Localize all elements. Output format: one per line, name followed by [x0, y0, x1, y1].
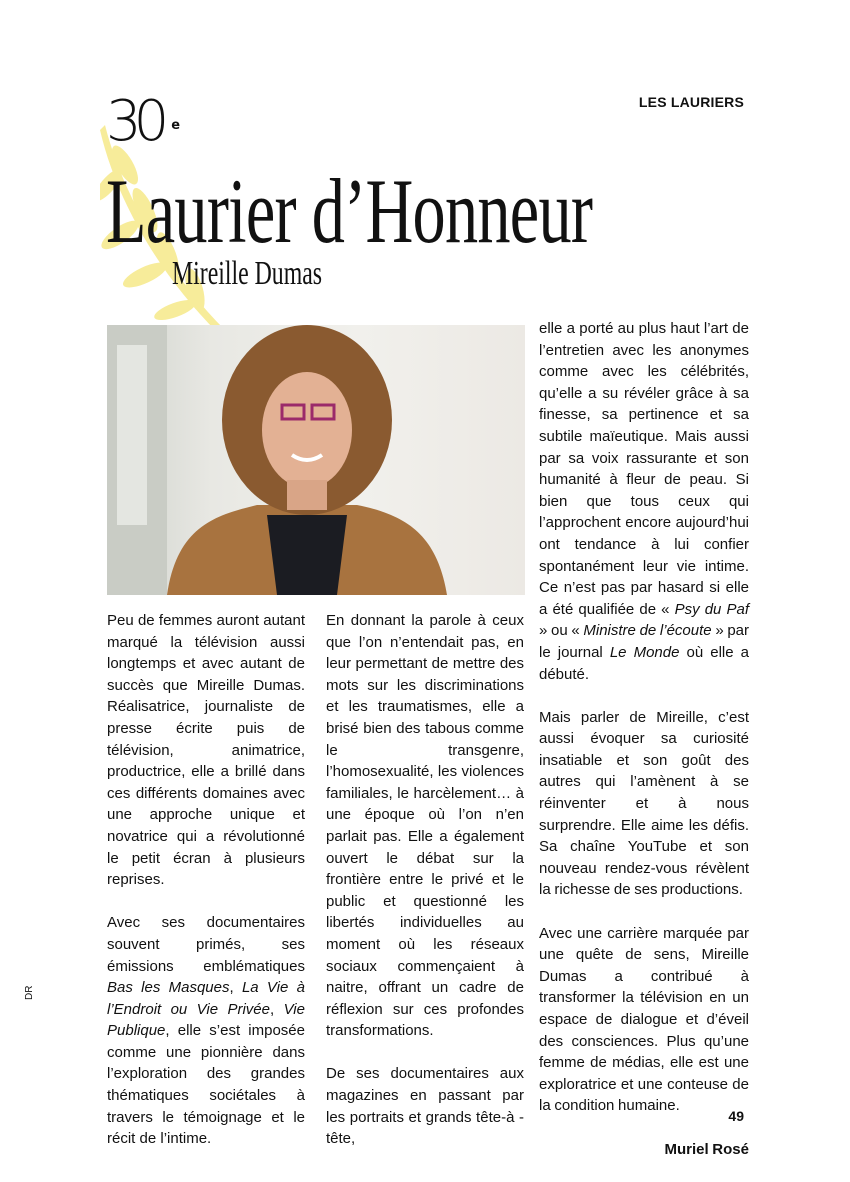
italic-title-text: La Vie à l’Endroit ou Vie Privée — [107, 979, 305, 1018]
paragraph-text: Avec une carrière marquée par une quête de sens, Mireille Dumas a contribué à transformer la télévision en un espace de dialogue et d’éveil des consciences. Plus qu’une femme de médias, elle est une exploratrice et une conteuse de la condition humaine. — [539, 924, 749, 1115]
paragraph-text: elle a porté au plus haut l’art de l’entretien avec les anonymes comme avec les célébrités, qu’elle a su révéler grâce à sa finesse, sa pertinence et sa subtile maïeutique. Mais aussi par sa voix rassurante et son humanité à fleur de peau. Si bien que tous ceux qui l’approchent encore aujourd’hui ont tendance à lui confier spontanément leur vie intime. Ce n’est pas par hasard si elle a été qualifiée de « — [539, 320, 749, 618]
paragraph-text: , — [229, 979, 242, 997]
edition-badge — [106, 89, 181, 154]
paragraph-text: » ou « — [539, 622, 584, 640]
paragraph-text: où elle a débuté. — [539, 643, 749, 683]
page-subtitle: Mireille Dumas — [172, 255, 323, 292]
italic-title-text: Psy du Paf — [674, 600, 749, 618]
page-number: 49 — [728, 1108, 744, 1124]
article-column-3 — [539, 318, 749, 1182]
italic-title-text: Vie Publique — [107, 1000, 305, 1040]
paragraph-text: , — [270, 1000, 284, 1018]
paragraph-text: De ses documentaires aux magazines en passant par les portraits et grands tête-à -tête, — [326, 1065, 524, 1148]
article-paragraph — [539, 318, 749, 685]
paragraph-text: » par le journal — [539, 622, 750, 661]
article-column-2 — [326, 610, 524, 1171]
article-paragraph — [107, 610, 305, 891]
paragraph-text: , elle s’est imposée comme une pionnière dans l’exploration des grandes thématiques sociétales à travers le témoignage et le récit de l’intime. — [107, 1022, 305, 1148]
paragraph-text: Mais parler de Mireille, c’est aussi évoquer sa curiosité insatiable et son goût des autres qui l’amènent à se réinventer et à nous surprendre. Elle aime les défis. Sa chaîne YouTube et son nouveau rendez-vous révèlent la richesse de ses productions. — [539, 708, 749, 899]
edition-suffix: e — [171, 118, 181, 133]
portrait-illustration — [107, 325, 525, 595]
edition-number: 30 — [106, 89, 162, 154]
paragraph-text: Avec ses documentaires souvent primés, ses émissions emblématiques — [107, 914, 305, 975]
paragraph-text: Peu de femmes auront autant marqué la télévision aussi longtemps et avec autant de succès que Mireille Dumas. Réalisatrice, journaliste de presse écrite puis de télévision, animatrice, productrice, elle a brillé dans ces différents domaines avec une approche unique et novatrice qui a révolutionné le petit écran à plusieurs reprises. — [107, 612, 305, 889]
article-paragraph — [326, 1063, 524, 1149]
italic-title-text: Bas les Masques — [107, 979, 230, 997]
page-title: Laurier d’Honneur — [106, 160, 593, 262]
paragraph-text: En donnant la parole à ceux que l’on n’entendait pas, en leur permettant de mettre des mots sur les discriminations et les traumatismes, elle a brisé bien des tabous comme le transgenre, l’homosexualité, les violences familiales, le harcèlement… à une époque où l’on n’en parlait pas. Elle a également ouvert le débat sur la frontière entre le privé et le public et questionné les libertés individuelles au moment où les réseaux sociaux commençaient à naitre, offrant un cadre de réflexion sur ces profondes transformations. — [326, 612, 524, 1040]
portrait-photo — [107, 325, 525, 595]
section-label: LES LAURIERS — [638, 94, 744, 110]
article-paragraph — [107, 912, 305, 1150]
italic-title-text: Le Monde — [609, 643, 680, 661]
article-paragraph — [539, 707, 749, 901]
photo-credit: DR — [24, 985, 35, 1000]
article-paragraph — [326, 610, 524, 1042]
article-column-1 — [107, 610, 305, 1171]
article-paragraph — [539, 923, 749, 1117]
italic-title-text: Ministre de l’écoute — [583, 622, 712, 640]
author-signature: Muriel Rosé — [664, 1140, 749, 1158]
